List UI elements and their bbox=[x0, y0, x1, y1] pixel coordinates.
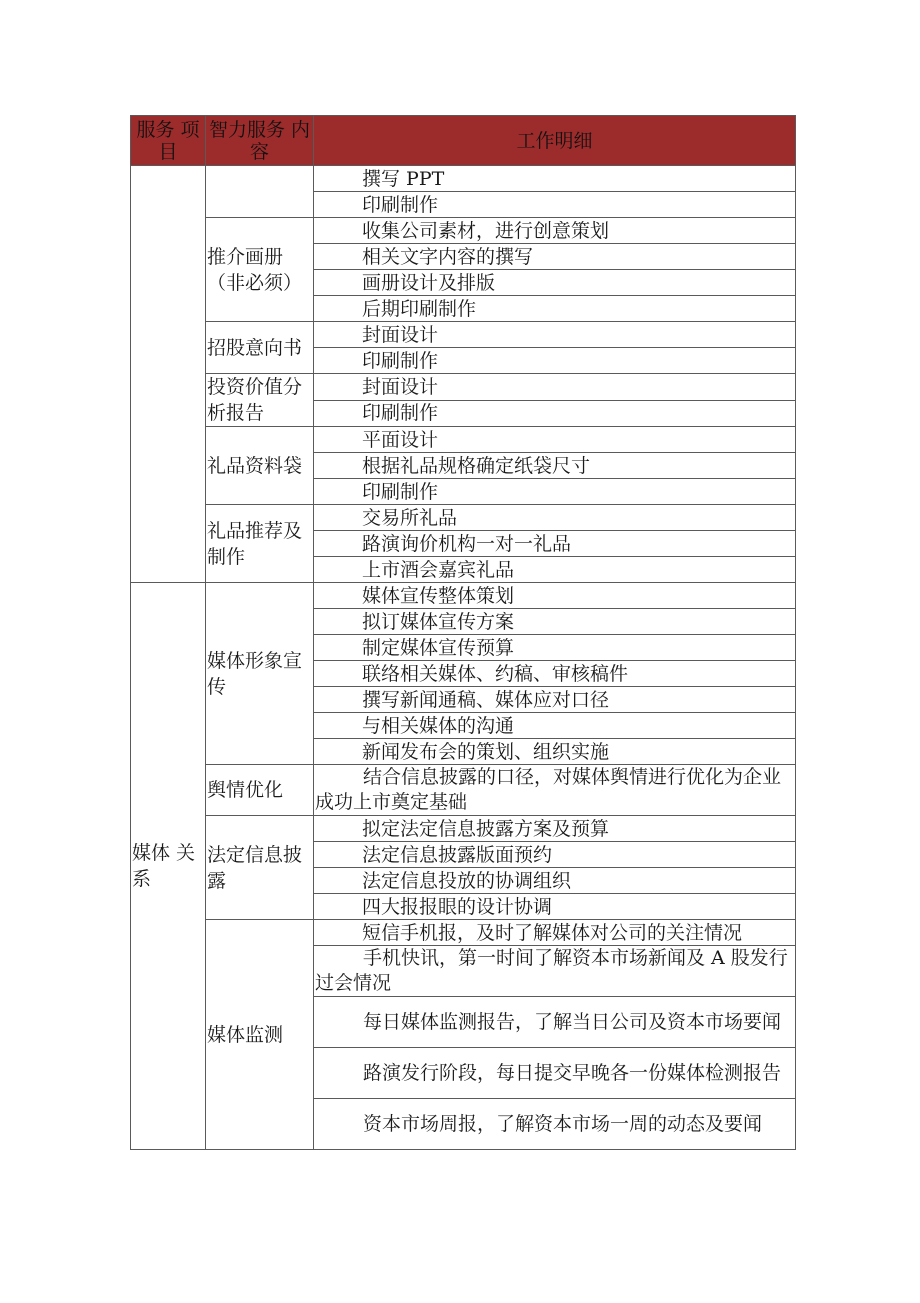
detail-cell: 上市酒会嘉宾礼品 bbox=[314, 557, 796, 583]
subcategory-cell: 舆情优化 bbox=[206, 765, 314, 816]
header-service-content: 智力服务 内容 bbox=[206, 116, 314, 166]
detail-cell: 手机快讯，第一时间了解资本市场新闻及 A 股发行过会情况 bbox=[314, 946, 796, 997]
table-row bbox=[131, 505, 796, 531]
detail-cell: 制定媒体宣传预算 bbox=[314, 635, 796, 661]
table-row bbox=[131, 166, 796, 192]
table-row bbox=[131, 322, 796, 348]
detail-cell: 印刷制作 bbox=[314, 192, 796, 218]
detail-cell: 封面设计 bbox=[314, 322, 796, 348]
subcategory-cell bbox=[206, 166, 314, 218]
table-row bbox=[131, 765, 796, 816]
detail-cell: 联络相关媒体、约稿、审核稿件 bbox=[314, 661, 796, 687]
detail-cell: 印刷制作 bbox=[314, 348, 796, 374]
detail-cell: 印刷制作 bbox=[314, 479, 796, 505]
subcategory-cell: 投资价值分析报告 bbox=[206, 374, 314, 427]
header-row bbox=[131, 116, 796, 166]
subcategory-cell: 媒体监测 bbox=[206, 920, 314, 1150]
header-work-detail: 工作明细 bbox=[314, 116, 796, 166]
detail-cell: 法定信息披露版面预约 bbox=[314, 842, 796, 868]
detail-cell: 短信手机报，及时了解媒体对公司的关注情况 bbox=[314, 920, 796, 946]
detail-cell: 路演发行阶段，每日提交早晚各一份媒体检测报告 bbox=[314, 1048, 796, 1099]
detail-cell: 资本市场周报，了解资本市场一周的动态及要闻 bbox=[314, 1099, 796, 1150]
table-row bbox=[131, 218, 796, 244]
category-cell: 媒体 关系 bbox=[131, 583, 206, 1150]
detail-cell: 撰写 PPT bbox=[314, 166, 796, 192]
detail-cell: 新闻发布会的策划、组织实施 bbox=[314, 739, 796, 765]
detail-cell: 拟定法定信息披露方案及预算 bbox=[314, 816, 796, 842]
detail-cell: 画册设计及排版 bbox=[314, 270, 796, 296]
subcategory-cell: 招股意向书 bbox=[206, 322, 314, 374]
category-cell bbox=[131, 166, 206, 583]
detail-cell: 根据礼品规格确定纸袋尺寸 bbox=[314, 453, 796, 479]
subcategory-cell: 推介画册（非必须） bbox=[206, 218, 314, 322]
table-row bbox=[131, 583, 796, 609]
detail-cell: 路演询价机构一对一礼品 bbox=[314, 531, 796, 557]
detail-cell: 四大报报眼的设计协调 bbox=[314, 894, 796, 920]
subcategory-cell: 礼品推荐及制作 bbox=[206, 505, 314, 583]
subcategory-cell: 法定信息披露 bbox=[206, 816, 314, 920]
detail-cell: 收集公司素材，进行创意策划 bbox=[314, 218, 796, 244]
detail-cell: 法定信息投放的协调组织 bbox=[314, 868, 796, 894]
detail-cell: 相关文字内容的撰写 bbox=[314, 244, 796, 270]
table-row bbox=[131, 816, 796, 842]
subcategory-cell: 礼品资料袋 bbox=[206, 427, 314, 505]
service-table bbox=[130, 115, 796, 1150]
detail-cell: 与相关媒体的沟通 bbox=[314, 713, 796, 739]
detail-cell: 结合信息披露的口径，对媒体舆情进行优化为企业成功上市奠定基础 bbox=[314, 765, 796, 816]
detail-cell: 每日媒体监测报告，了解当日公司及资本市场要闻 bbox=[314, 997, 796, 1048]
detail-cell: 后期印刷制作 bbox=[314, 296, 796, 322]
detail-cell: 封面设计 bbox=[314, 374, 796, 401]
detail-cell: 撰写新闻通稿、媒体应对口径 bbox=[314, 687, 796, 713]
detail-cell: 交易所礼品 bbox=[314, 505, 796, 531]
header-service-item: 服务 项 目 bbox=[131, 116, 206, 166]
table-row bbox=[131, 920, 796, 946]
table-row bbox=[131, 427, 796, 453]
detail-cell: 媒体宣传整体策划 bbox=[314, 583, 796, 609]
detail-cell: 拟订媒体宣传方案 bbox=[314, 609, 796, 635]
subcategory-cell: 媒体形象宣传 bbox=[206, 583, 314, 765]
detail-cell: 平面设计 bbox=[314, 427, 796, 453]
detail-cell: 印刷制作 bbox=[314, 400, 796, 427]
table-row bbox=[131, 374, 796, 401]
